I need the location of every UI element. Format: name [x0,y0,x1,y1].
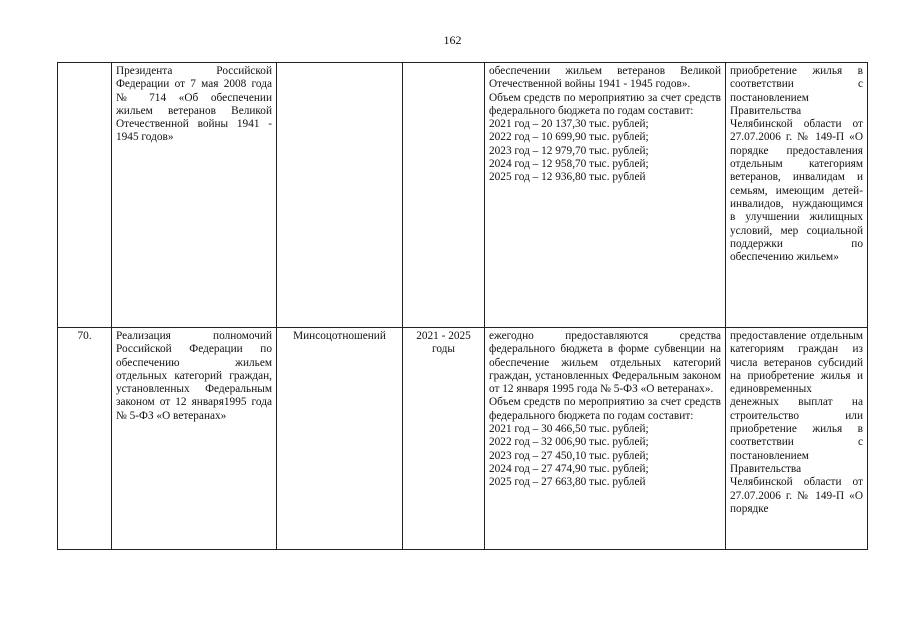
implementation-period [403,63,485,328]
funding-intro: ежегодно предоставляются средства федерального бюджета в форме субвенции на обеспечение жильем отдельных категорий граждан, установленных Федеральным законом от 12 января 1995 года № 5-ФЗ «О ветеранах». [489,330,721,396]
implementation-period: 2021 - 2025 годы [403,328,485,550]
funding-year-line: 2024 год – 12 958,70 тыс. рублей; [489,158,649,171]
row-number: 70. [58,328,112,550]
funding-year-line: 2023 год – 27 450,10 тыс. рублей; [489,449,649,462]
funding-year-line: 2025 год – 27 663,80 тыс. рублей [489,476,646,489]
responsible-executor: Минсоцотношений [277,328,403,550]
program-table [57,62,868,550]
funding-cell [485,63,726,328]
funding-year-line: 2021 год – 20 137,30 тыс. рублей; [489,118,649,131]
table-row [58,328,868,550]
funding-intro: обеспечении жильем ветеранов Великой Отечественной войны 1941 - 1945 годов». [489,65,721,91]
funding-cell [485,328,726,550]
measure-title: Президента Российской Федерации от 7 мая 2008 года № 714 «Об обеспечении жильем ветеранов Великой Отечественной войны 1941 - 1945 годов» [112,63,277,328]
row-number [58,63,112,328]
responsible-executor [277,63,403,328]
funding-year-line: 2022 год – 10 699,90 тыс. рублей; [489,131,649,144]
funding-text: Объем средств по мероприятию за счет средств федерального бюджета по годам составит: [489,396,721,422]
measure-title: Реализация полномочий Российской Федерации по обеспечению жильем отдельных категорий граждан, установленных Федеральным законом от 12 января1995 года № 5-ФЗ «О ветеранах» [112,328,277,550]
page-number: 162 [443,33,462,47]
funding-year-line: 2023 год – 12 979,70 тыс. рублей; [489,144,649,157]
funding-text: Объем средств по мероприятию за счет средств федерального бюджета по годам составит: [489,91,721,117]
funding-year-line: 2024 год – 27 474,90 тыс. рублей; [489,462,649,475]
expected-result: приобретение жилья в соответствии с постановлением Правительства Челябинской области от 27.07.2006 г. № 149-П «О порядке предоставления отдельным категориям ветеранов, инвалидам и семьям, имеющим детей-инвалидов, нуждающимся в улучшении жилищных условий, мер социальной поддержки по обеспечению жильем» [726,63,868,328]
expected-result: предоставление отдельным категориям граждан из числа ветеранов субсидий на приобретение жилья и единовременных денежных выплат на строительство или приобретение жилья в соответствии с постановлением Правительства Челябинской области от 27.07.2006 г. № 149-П «О порядке [726,328,868,550]
table-row [58,63,868,328]
funding-year-line: 2022 год – 32 006,90 тыс. рублей; [489,436,649,449]
funding-year-line: 2021 год – 30 466,50 тыс. рублей; [489,423,649,436]
funding-year-line: 2025 год – 12 936,80 тыс. рублей [489,171,646,184]
